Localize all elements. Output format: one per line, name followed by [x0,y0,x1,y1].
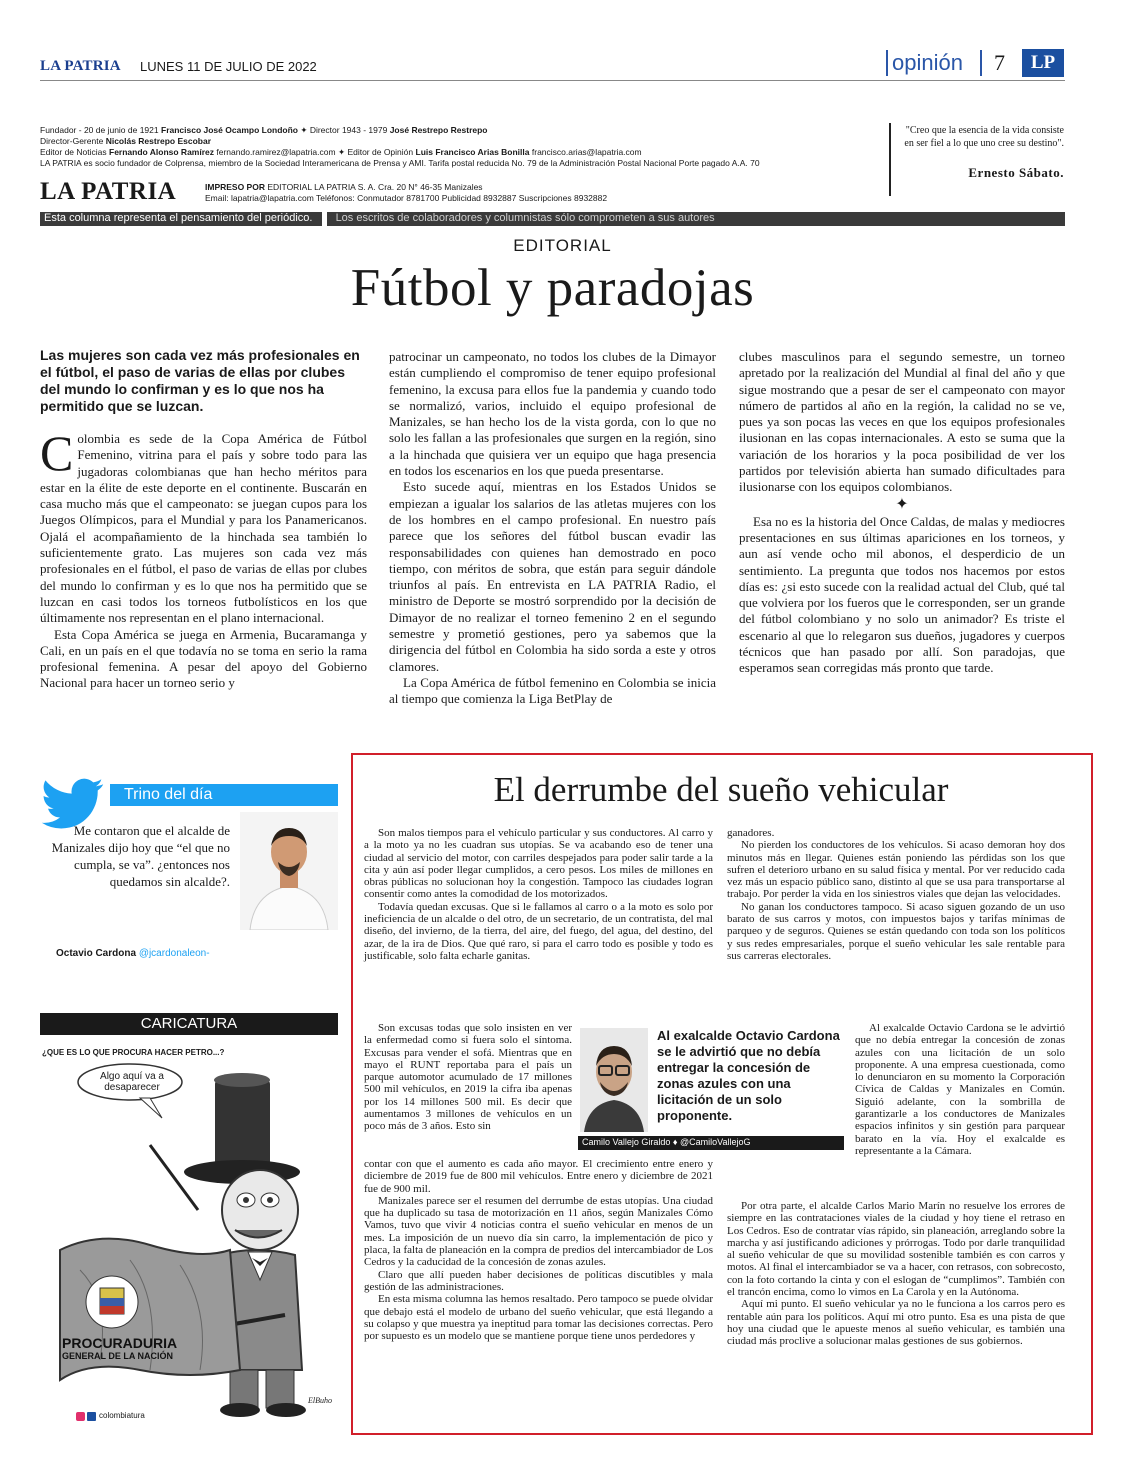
editorial-lead: Las mujeres son cada vez más profesionales en el fútbol, el paso de varias de ellas por clubes del mundo lo confirman y es lo que nos ha permitido que se luzcan. [40,347,360,414]
divider [980,50,982,76]
issue-date: LUNES 11 DE JULIO DE 2022 [140,59,317,74]
daily-quote: "Creo que la esencia de la vida consiste en ser fiel a lo que uno cree su destino". [904,125,1064,149]
column-paragraph: Son excusas todas que solo insisten en ver la enfermedad como si fuera solo el síntoma. Excusas para vender el sofá. Mientras que en mayo el RUNT reportaba para el país un parque automotor acumulado de 17 millones 500 mil vehículos, en 2019 la cifra iba apenas por los 14 millones 500 mil. Es decir que aumentamos 3 millones de vehículos en un poco más de 3 años. Esto sin [364,1022,572,1133]
lp-logo: LP [1022,49,1064,77]
brand-name: LA PATRIA [40,58,121,74]
column-paragraph: Manizales parece ser el resumen del derrumbe de estas utopías. Una ciudad que ha duplicado su tasa de motorización en 11 años, según Manizales Cómo Vamos, tuvo que vivir 4 noticias contra el sueño vehicular en menos de un mes. La imposición de un nuevo día sin carro, la implementación de pico y placa, la falta de planeación en la compra de predios del intercambiador de Los Cedros y la caducidad de la concesión de zonas azules. [364,1194,713,1269]
divider [886,50,888,76]
page-number: 7 [994,50,1005,75]
editorial-column-2 [389,349,716,708]
pull-quote: Al exalcalde Octavio Cardona se le advirtió que no debía entregar la concesión de zonas azules con una licitación de un solo proponente. [657,1028,840,1123]
section-name: opinión [892,50,963,75]
column-paragraph: contar con que el aumento es cada año mayor. El crecimiento entre enero y diciembre de 2019 fue de 800 mil vehículos. Entre enero y diciembre de 2021 fue de 900 mil. [364,1158,713,1195]
column-paragraph: Claro que allí pueden haber decisiones de políticas discutibles y mala gestión de las administraciones. [364,1268,713,1293]
column-paragraph: Al exalcalde Octavio Cardona se le advirtió que no debía entregar la concesión de zonas azules con una licitación de un solo proponente. A una empresa cuestionada, como lo denunciaron en su momento la Corporación Cívica de Caldas y Manizales en Común. Siguió adelante, con la sombrilla de garantizarle a los conductores de Manizales espacios infinitos y sin gestión para parquear barato en la vía. Hoy el exalcalde es representante a la Cámara. [855,1022,1065,1157]
separator-icon: ✦ [895,495,909,513]
column-body-right-lower [727,1200,1065,1348]
section-label: EDITORIAL [513,236,612,255]
header-rule [40,80,1065,81]
column-body-left-lower [364,1158,713,1342]
columnist-caption: Camilo Vallejo Giraldo ♦ @CamiloVallejoG [578,1136,844,1150]
column-paragraph: Por otra parte, el alcalde Carlos Mario Marín no resuelve los errores de siempre en las contrataciones viales de la ciudad y hoy tiene el retraso en Los Cedros. Eso de contratar vías rápido, sin planeación, arreglando sobre la marcha y así justificando adiciones y prórrogas. Todo por darle tranquilidad al sueño vehicular de que su movilidad sostenible también es con carros y motos. Al final el intercambiador se va a hacer, con retrasos, con sobrecosto, con la foto cortando la cinta y con el eslogan de “cumplimos”. También con el trancón encima, como lo vimos en La Carola y en la Autónoma. [727,1200,1065,1299]
columnist-photo [580,1028,648,1132]
trino-handle[interactable]: @jcardonaleon- [138,948,210,959]
trino-header: Trino del día [110,784,338,806]
notice-left: Esta columna representa el pensamiento del periódico. [44,212,313,224]
editorial-paragraph: Esa no es la historia del Once Caldas, de malas y mediocres presentaciones en sus últimas apariciones en los torneos, y aun así vende ocho mil abonos, el desperdicio de un sentimiento. La pregunta que todos nos hacemos por estos días es: ¿si esto sucede con la realidad actual del Club, qué tal que volviera por los fueros que le corresponden, ser un grande del fútbol colombiano y no solo un animador? Es triste el escenario al que lo relegaron sus dueños, jugadores y cuerpos técnicos que han pasado por allí. Son paradojas, que esperamos sean corregidas más pronto que tarde. [739,513,1065,676]
editorial-paragraph: La Copa América de fútbol femenino en Colombia se inicia al tiempo que comienza la Liga BetPlay de [389,674,716,707]
notice-bar [40,212,1065,226]
masthead-logo: LA PATRIA [40,178,177,205]
editorial-column-1 [40,347,367,692]
editorial-paragraph: Esto sucede aquí, mientras en los Estados Unidos se empiezan a igualar los salarios de las atletas mujeres con los de los hombres en el campo profesional. En nuestro país parece que los señores del fútbol buscan evadir las responsabilidades con quienes han demostrado en poco tiempo, con méritos de sobra, que están para seguir dándole triunfos al país. En entrevista en LA PATRIA Radio, el ministro de Deporte se mostró sorprendido por la decisión de Dimayor de no realizar el torneo femenino 2 en el segundo semestre y prometió gestiones, pero ya sabemos que la dirigencia del fútbol en Colombia ha sido sorda a este y otros clamores. [389,479,716,674]
column-body-right-narrow [855,1022,1065,1157]
caricature-header: CARICATURA [40,1013,338,1035]
caricature-image [40,1040,338,1424]
trino-text: Me contaron que el alcalde de Manizales dijo hoy que “el que no cumpla, se va”. ¿entonces nos quedamos sin alcalde?. [51,823,230,889]
speech-bubble-text: Algo aquí va a desaparecer [100,1071,164,1093]
column-body-left-narrow [364,1022,572,1133]
artist-signature: ElBuho [308,1396,332,1405]
column-paragraph: No pierden los conductores de los vehículos. Si acaso demoran hoy dos minutos más en llegar. Quienes están poniendo las pérdidas son los que sufren el deterioro urbano en su salud física y mental. Por ver reducido cada vez más un espacio público sano, distinto al que se usa para transportarse al trabajo. Por perder la vida en los siniestros viales que dejan las velocidades. [727,839,1065,901]
column-paragraph: Todavía quedan excusas. Que si le fallamos al carro o a la moto es solo por ineficiencia de un alcalde o del otro, de un secretario, de un contratista, del mal diseño, del invierno, de la tierra, del aire, del fuego, del agua, del destino, del azar, de la ira de Dios. Que qué raro, si para el carro todo es posible y todo es justificable, solo falta echarle ganitas. [364,900,713,962]
cloth-sublabel: GENERAL DE LA NACIÓN [62,1351,174,1361]
editorial-paragraph: Esta Copa América se juega en Armenia, Bucaramanga y Cali, en un país en el que todavía no se toma en serio la rama profesional femenina. A pesar del apoyo del Gobierno Nacional para hacer un torneo serio y [40,626,367,691]
editorial-paragraph: clubes masculinos para el segundo semestre, un torneo apretado por la realización del Mundial al final del año y que sigue mostrando que a pesar de ser el campeonato con mayor número de partidos al año en la región, la calidad no se ve, pues ya son pocas las veces en que los equipos profesionales ilusionan en las copas internacionales. A esto se suma que la variación de los horarios y la poca posibilidad de ver los partidos por televisión abierta han sumado dificultades para ilusionarse con los equipos colombianos. [739,349,1065,495]
caricature-question: ¿QUE ES LO QUE PROCURA HACER PETRO...? [42,1048,225,1057]
column-paragraph: ganadores. [727,827,775,839]
column-body-right [727,827,1065,962]
masthead-credits: Fundador - 20 de junio de 1921 Francisco José Ocampo Londoño ✦ Director 1943 - 1979 José Restrepo Restrepo Director-Gerente Nicolás Restrepo Escobar Editor de Noticias Fernando Alonso Ramírez fernando.ramirez@lapatria.com ✦ Editor de Opinión Luis Francisco Arias Bonilla francisco.arias@lapatria.com LA PATRIA es socio fundador de Colprensa, miembro de la Sociedad Interamericana de Prensa y AMI. Tarifa postal reducida No. 79 de la Administración Postal Nacional Porte pagado A.A. 70 [40,125,760,168]
printing-info: IMPRESO POR EDITORIAL LA PATRIA S. A. Cra. 20 N° 46-35 Manizales Email: lapatria@lapatria.com Teléfonos: Conmutador 8781700 Publicidad 8932887 Suscripciones 8932882 [205,182,608,203]
editorial-title: Fútbol y paradojas [350,259,755,317]
column-paragraph: Son malos tiempos para el vehículo particular y sus conductores. Al carro y a la moto ya no les cuadran sus utopías. Se va acabando eso de tener una ciudad al servicio del motor, con carriles despejados para poder salir tarde a la cita y aún así poder llegar cumplidos, a cero pesos. Los miles de millones en obras públicas no solucionan hoy la congestión. Tampoco las ciudades logran consentir como antes la comodidad de los motorizados. [364,827,713,901]
editorial-paragraph: Colombia es sede de la Copa América de Fútbol Femenino, vitrina para el país y sobre todo para las jugadoras colombianas que han hecho méritos para estar en la élite de este deporte en el continente. Buscarán en casa mucho más que el campeonato: se juegan cupos para los Juegos Olímpicos, para el Mundial y para los Panamericanos. Ojalá el acompañamiento de la hinchada sea también lo suficientemente grato. Las mujeres son cada vez más profesionales en el fútbol, el paso de varias de ellas por clubes del mundo lo confirman y es lo que nos ha permitido que se luzcan en casi todos los torneos futbolísticos en los que últimamente nos representan en el plano internacional. [40,425,367,626]
column-body-left [364,827,713,962]
caricature-drawing [40,1040,338,1424]
quote-divider [889,123,891,196]
quote-author: Ernesto Sábato. [968,165,1064,180]
column-paragraph: En esta misma columna las hemos resaltado. Pero tampoco se puede olvidar que debajo está el modelo de urbano del sueño vehicular, que está llegando a su colapso y que muestra ya ineptitud para tomar las decisiones correctas. Pero por supuesto es un modelo que se mantiene porque tiene unos perdedores y [364,1293,713,1343]
column-title: El derrumbe del sueño vehicular [493,770,949,809]
editorial-paragraph: patrocinar un campeonato, no todos los clubes de la Dimayor están cumpliendo el compromiso de tener equipo profesional femenino, la excusa para ellos fue la pandemia y cuando todo se normalizó, varios, incluido el equipo profesional de Manizales, se han hecho los de la vista gorda, con lo que no solo les fallan a las profesionales que surgen en la región, sino a la hinchada que quisiera ver un equipo que haga presencia en todos los escenarios en los que pueda presentarse. [389,349,716,479]
cloth-label: PROCURADURIA [62,1335,178,1351]
author-photo [240,812,338,930]
column-paragraph: Aquí mi punto. El sueño vehicular ya no le funciona a los carros pero es rentable aún para los políticos. Aquí mi otro punto. Esa es una pista de que hoy una ciudad que le apueste menos al sueño vehicular, es también una ciudad más proclive a solucionar malas gestiones de sus gobiernos. [727,1298,1065,1348]
editorial-column-3 [739,349,1065,677]
column-paragraph: No ganan los conductores tampoco. Si acaso siguen gozando de un uso barato de sus carros y motos, con impuestos bajos y tarifas mínimas de parqueo y de seguros. Quienes se están quedando con toda son los políticos y sus redes empresariales, porque el sueño vehicular les sale rentable para sus carreras electorales. [727,900,1065,962]
drop-cap: C [40,425,74,481]
caricature-credit[interactable]: colombiatura [99,1411,145,1420]
trino-author: Octavio Cardona @jcardonaleon- [56,948,210,959]
notice-right: Los escritos de colaboradores y columnistas sólo comprometen a sus autores [335,212,715,224]
